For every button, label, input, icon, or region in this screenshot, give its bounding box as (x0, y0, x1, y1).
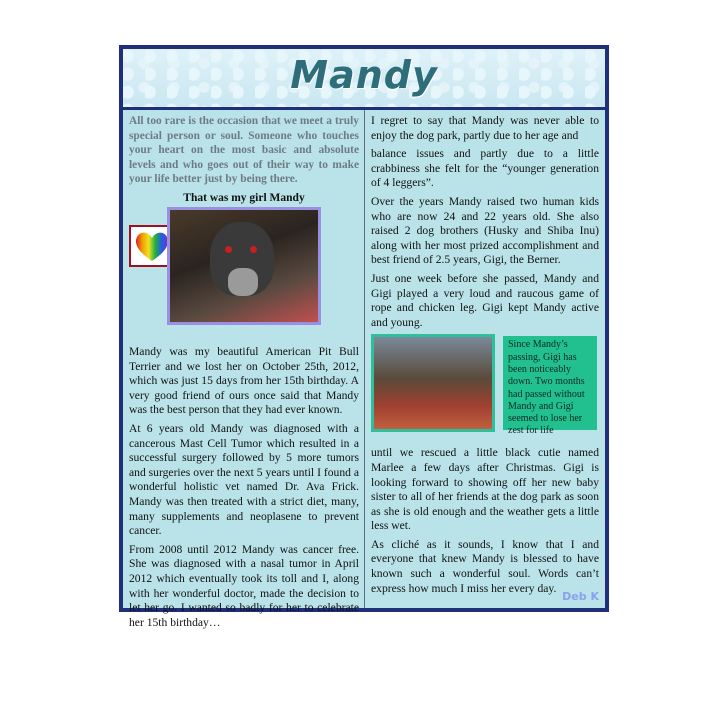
left-column (129, 114, 359, 634)
column-divider (364, 110, 365, 608)
gigi-inset (371, 334, 599, 440)
intro-paragraph: All too rare is the occasion that we meet a truly special person or soul. Someone who touches your heart on the most basic and absolute levels and who goes out of their way to make your life better just by being there. (129, 115, 359, 185)
paragraph: Mandy was my beautiful American Pit Bull Terrier and we lost her on October 25th, 2012, which was just 15 days from her 15th birthday. A very good friend of ours once said that Mandy was the best person that they had ever known. (129, 345, 359, 417)
paragraph: As cliché as it sounds, I know that I and everyone that knew Mandy is blessed to have known such a wonderful soul. Words can’t express how much I miss her every day. (371, 537, 599, 595)
paragraph: At 6 years old Mandy was diagnosed with a cancerous Mast Cell Tumor which resulted in a successful surgery followed by 5 more tumors and surgeries over the next 5 years until I found a wonderful holistic vet named Dr. Ava Frick. Mandy was then treated with a strict diet, many, many supplements and neoplasene to prevent cancer. (129, 422, 359, 538)
paragraph: Just one week before she passed, Mandy and Gigi played a very loud and raucous game of rope and chicken leg. Gigi kept Mandy active and young. (371, 271, 599, 329)
right-column (371, 114, 599, 600)
dog-muzzle (228, 268, 258, 296)
paragraph: balance issues and partly due to a little crabbiness she felt for the “younger generation of 4 leggers”. (371, 147, 599, 190)
paragraph: From 2008 until 2012 Mandy was cancer free. She was diagnosed with a nasal tumor in April 2012 which eventually took its toll and I, along with her wonderful doctor, made the decision to let her go. I wanted so badly for her to celebrate her 15th birthday… (129, 542, 359, 629)
gigi-note: Since Mandy’s passing, Gigi has been noticeably down. Two months had passed without Mandy and Gigi seemed to lose her zest for life (503, 336, 597, 430)
paragraph: until we rescued a little black cutie named Marlee a few days after Christmas. Gigi is looking forward to showing off her new baby sister to all of her friends at the dog park as soon as she is old enough and the weather gets a little less wet. (371, 446, 599, 533)
gigi-photo (371, 334, 495, 432)
page-title: Mandy (290, 53, 438, 97)
paragraph: Over the years Mandy raised two human kids who are now 24 and 22 years old. She also raised 2 dog brothers (Husky and Shiba Inu) along with her most prized accomplishment and best friend of 2.5 years, Gigi, the Berner. (371, 194, 599, 267)
photo-row (129, 207, 359, 339)
paragraph: I regret to say that Mandy was never able to enjoy the dog park, partly due to her age and (371, 114, 599, 142)
article-body (123, 110, 605, 629)
signature: Deb K (562, 590, 599, 603)
newsletter-card (119, 45, 609, 629)
photo-caption: That was my girl Mandy (183, 191, 305, 204)
rainbow-heart-icon (133, 229, 171, 263)
title-banner (123, 49, 605, 110)
mandy-photo (167, 207, 321, 325)
